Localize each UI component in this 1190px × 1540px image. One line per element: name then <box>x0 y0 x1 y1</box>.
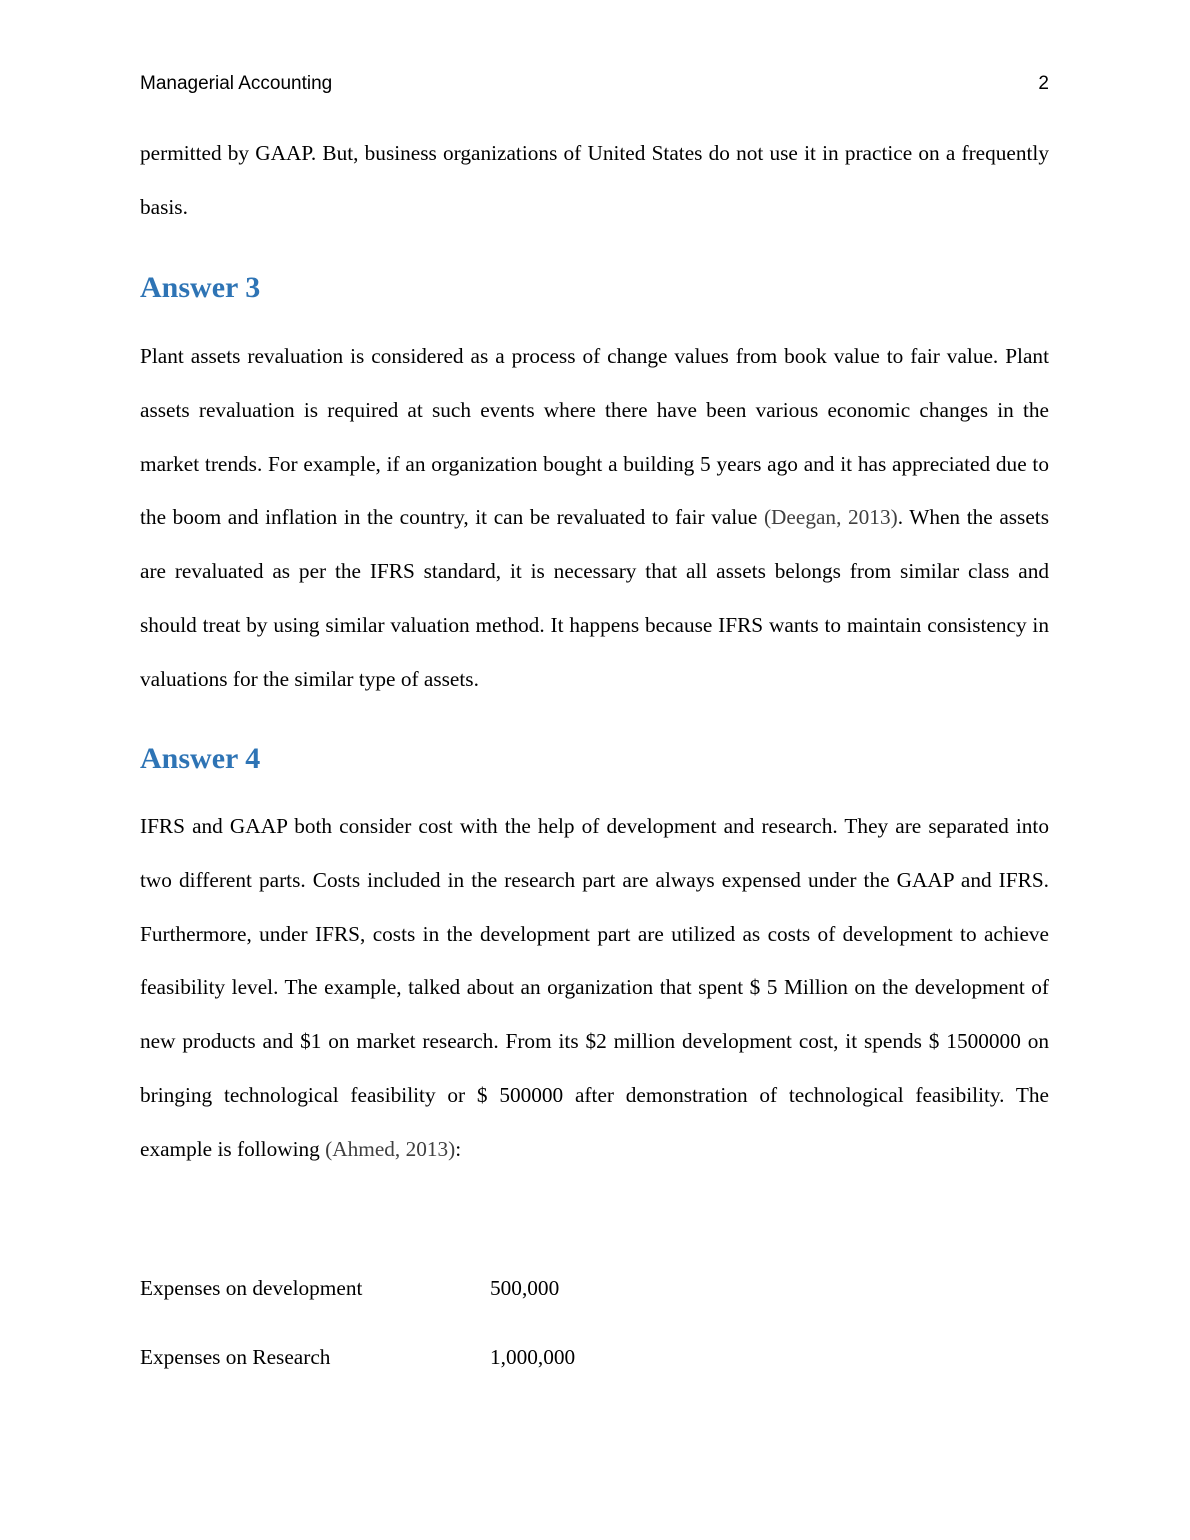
expense-value: 1,000,000 <box>490 1345 576 1369</box>
header-title: Managerial Accounting <box>140 73 333 94</box>
page-number: 2 <box>1038 73 1049 94</box>
expense-label: Expenses on development <box>140 1276 363 1300</box>
answer-4-paragraph <box>140 800 1049 1177</box>
answer-3-paragraph <box>140 330 1049 707</box>
answer-3-text-after: . When the assets are revaluated as per the IFRS standard, it is necessary that all assets belongs from similar class and should treat by using similar valuation method. It happens because IFRS wants to maintain consistency in valuations for the similar type of assets. <box>140 505 1050 691</box>
answer-3-heading: Answer 3 <box>140 271 261 304</box>
answer-4-text-before: IFRS and GAAP both consider cost with the help of development and research. They are separated into two different parts. Costs included in the research part are always expensed under the GAAP and IFRS. Furthermore, under IFRS, costs in the development part are utilized as costs of development to achieve feasibility level. The example, talked about an organization that spent $ 5 Million on the development of new products and $1 on market research. From its $2 million development cost, it spends $ 1500000 on bringing technological feasibility or $ 500000 after demonstration of technological feasibility. The example is following <box>140 814 1049 1161</box>
expense-row-development <box>140 1272 840 1304</box>
page-header <box>140 70 1049 98</box>
answer-3-text-before: Plant assets revaluation is considered as a process of change values from book value to fair value. Plant assets revaluation is required at such events where there have been various economic changes in the market trends. For example, if an organization bought a building 5 years ago and it has appreciated due to the boom and inflation in the country, it can be revaluated to fair value <box>140 344 1049 530</box>
answer-3-citation: (Deegan, 2013) <box>763 505 898 530</box>
answer-4-heading: Answer 4 <box>140 742 261 775</box>
expense-label: Expenses on Research <box>140 1345 331 1369</box>
answer-4-citation: (Ahmed, 2013) <box>325 1136 456 1161</box>
intro-paragraph: permitted by GAAP. But, business organizations of United States do not use it in practice on a frequently basis. <box>140 141 1049 219</box>
answer-4-text-after: : <box>455 1136 462 1161</box>
expense-value: 500,000 <box>490 1276 560 1300</box>
expense-row-research <box>140 1341 840 1373</box>
